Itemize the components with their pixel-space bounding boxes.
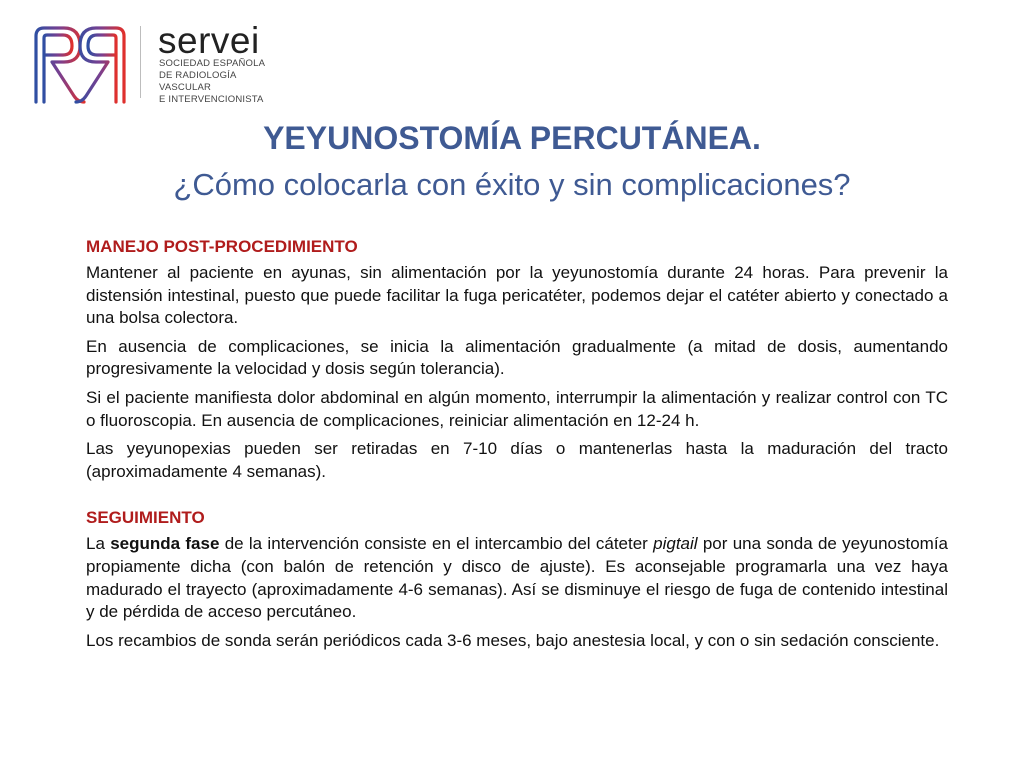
text-run: La: [86, 534, 111, 554]
paragraph: Los recambios de sonda serán periódicos cada 3-6 meses, bajo anestesia local, y con o sin sedación consciente.: [86, 630, 940, 650]
logo-tagline: [159, 58, 304, 106]
italic-text-run: pigtail: [653, 534, 698, 554]
logo-tagline-line: SOCIEDAD ESPAÑOLA: [159, 58, 266, 69]
text-run: por una sonda de yeyunostomía propiamente dicha (con balón de retención y disco de ajuste). Es aconsejable programarla una vez haya madurado el trayecto (aproximadamente 4-6 semanas). Así se disminuye el riesgo de fuga de contenido intestinal y de pérdida de acceso percutáneo.: [86, 534, 948, 622]
page-title: YEYUNOSTOMÍA PERCUTÁNEA.: [263, 120, 761, 156]
section-heading-seguimiento: SEGUIMIENTO: [86, 508, 205, 528]
logo-tagline-line: DE RADIOLOGÍA: [159, 70, 237, 81]
bold-text-run: segunda fase: [110, 534, 220, 554]
logo-divider: [140, 26, 141, 98]
section-heading-manejo: MANEJO POST-PROCEDIMIENTO: [86, 237, 358, 256]
section-spacer: [86, 489, 948, 507]
logo-wordmark: servei: [158, 20, 260, 61]
paragraph: [86, 533, 948, 623]
page-subtitle: ¿Cómo colocarla con éxito y sin complicaciones?: [173, 167, 851, 202]
text-run: de la intervención consiste en el intercambio del cáteter: [219, 534, 654, 554]
logo-tagline-line: VASCULAR: [159, 82, 212, 93]
paragraph: Si el paciente manifiesta dolor abdominal en algún momento, interrumpir la alimentación y realizar control con TC o fluoroscopia. En ausencia de complicaciones, reiniciar alimentación en 12-24 h.: [86, 387, 948, 430]
paragraph: Mantener al paciente en ayunas, sin alimentación por la yeyunostomía durante 24 horas. Para prevenir la distensión intestinal, puesto que puede facilitar la fuga pericatéter, podemos dejar el catéter abierto y conectado a una bolsa colectora.: [86, 263, 948, 328]
paragraph: Las yeyunopexias pueden ser retiradas en 7-10 días o mantenerlas hasta la maduración del tracto (aproximadamente 4 semanas).: [86, 439, 948, 481]
servei-logo: [30, 22, 310, 114]
slide-content: [86, 236, 948, 658]
seravi-monogram-icon: [30, 22, 130, 108]
paragraph: En ausencia de complicaciones, se inicia la alimentación gradualmente (a mitad de dosis, aumentando progresivamente la velocidad y dosis según tolerancia).: [86, 336, 948, 379]
logo-tagline-line: E INTERVENCIONISTA: [159, 94, 264, 105]
